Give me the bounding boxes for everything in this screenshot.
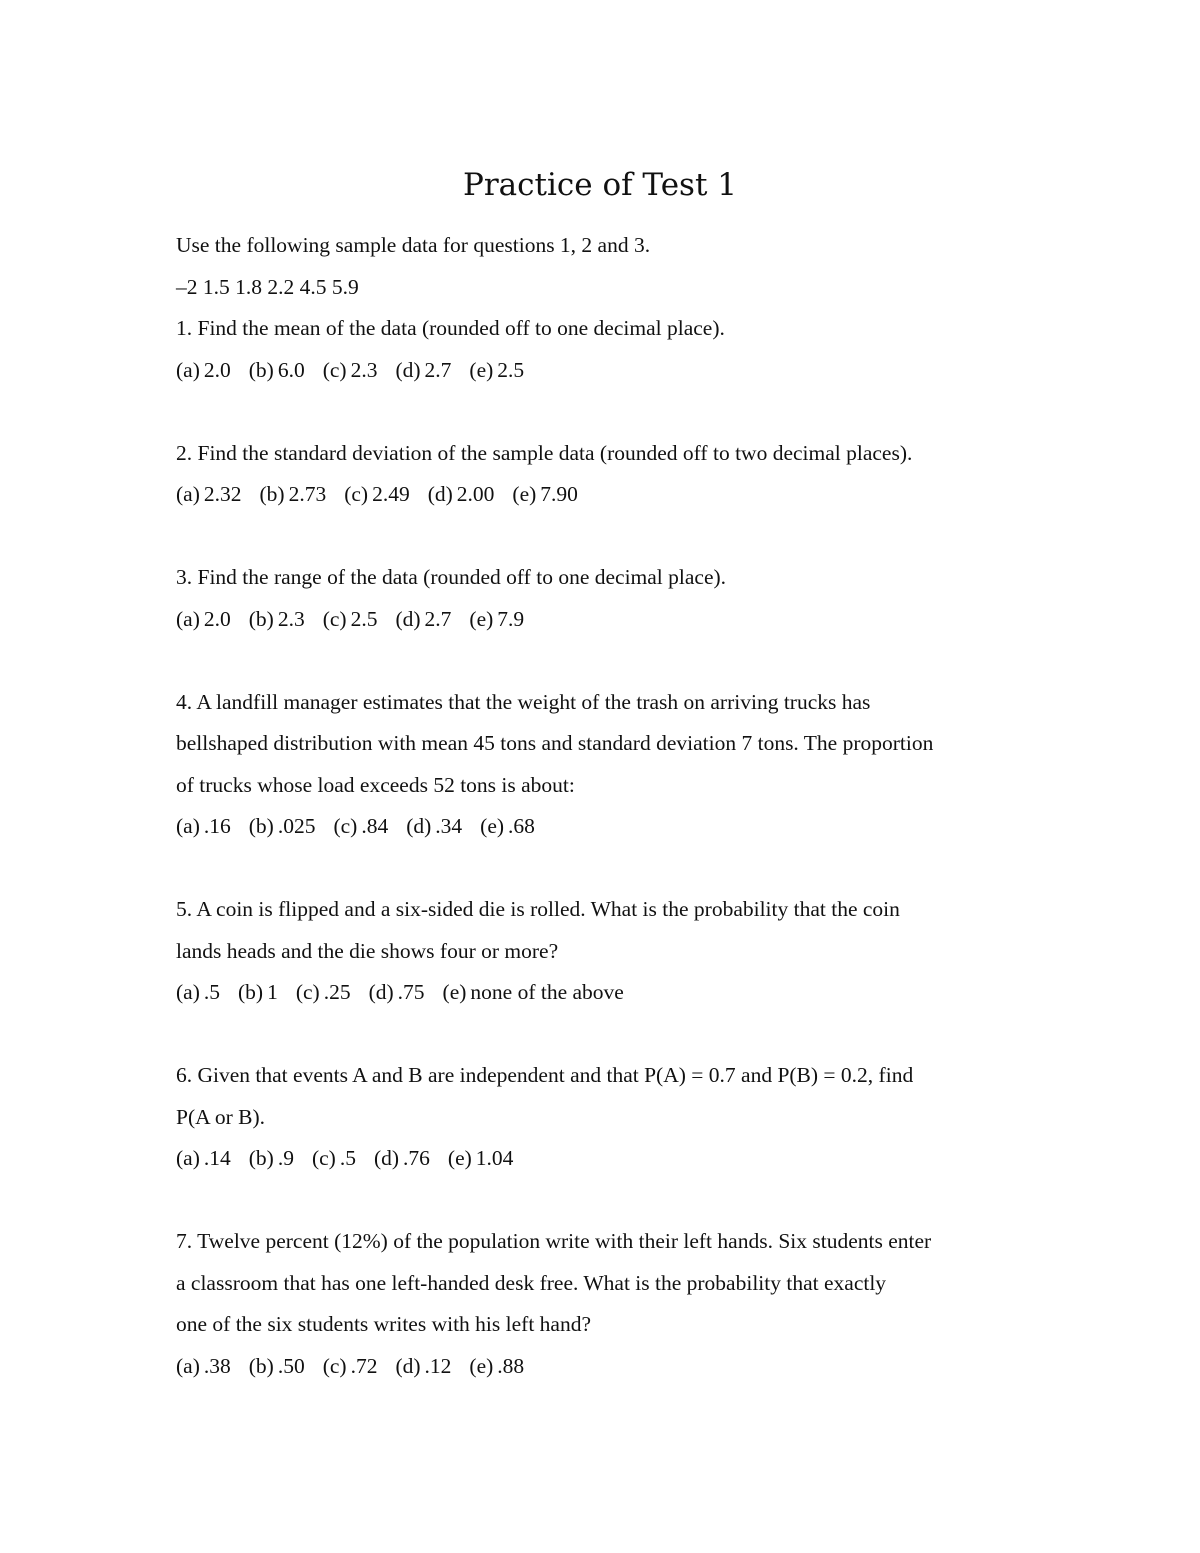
choice-label: (b) xyxy=(248,606,274,631)
answer-choice xyxy=(176,806,231,848)
answer-choices xyxy=(176,1346,1076,1388)
choice-label: (b) xyxy=(248,1353,274,1378)
answer-choices xyxy=(176,350,1076,392)
answer-choice xyxy=(469,1346,524,1388)
answer-choice xyxy=(323,599,378,641)
choice-value: 1.04 xyxy=(475,1146,514,1170)
choice-label: (c) xyxy=(295,980,320,1004)
choice-value: 2.00 xyxy=(456,482,495,506)
choice-label: (d) xyxy=(373,1146,400,1170)
answer-choice xyxy=(480,806,535,848)
choice-label: (c) xyxy=(344,482,369,506)
answer-choice xyxy=(374,1138,430,1180)
answer-choice xyxy=(448,1138,514,1180)
question-5 xyxy=(176,889,1076,1014)
choice-value: 2.7 xyxy=(424,606,452,631)
choice-value: 1 xyxy=(267,980,278,1004)
choice-value: .76 xyxy=(403,1146,430,1170)
answer-choice xyxy=(249,1138,294,1180)
choice-value: .25 xyxy=(323,980,351,1004)
question-text: 7. Twelve percent (12%) of the population write with their left hands. Six students enter xyxy=(176,1229,932,1253)
question-list xyxy=(176,308,1076,1387)
answer-choice xyxy=(323,350,378,392)
question-text: 4. A landfill manager estimates that the weight of the trash on arriving trucks has xyxy=(176,689,871,714)
answer-choice xyxy=(176,1346,231,1388)
choice-value: .5 xyxy=(339,1146,356,1170)
choice-value: 2.3 xyxy=(350,357,378,382)
choice-value: 2.3 xyxy=(277,606,305,631)
answer-choice xyxy=(443,972,624,1014)
answer-choice xyxy=(428,474,495,516)
question-4 xyxy=(176,682,1076,848)
choice-value: .5 xyxy=(203,980,220,1004)
answer-choice xyxy=(249,806,316,848)
answer-choice xyxy=(249,1346,305,1388)
choice-value: 2.0 xyxy=(203,606,231,631)
choice-label: (e) xyxy=(469,1353,494,1378)
answer-choice xyxy=(469,350,524,392)
choice-value: 2.7 xyxy=(424,357,452,382)
choice-label: (e) xyxy=(469,357,494,382)
choice-value: .38 xyxy=(203,1353,231,1378)
answer-choice xyxy=(369,972,425,1014)
question-text: lands heads and the die shows four or more? xyxy=(176,938,559,963)
choice-label: (e) xyxy=(469,606,494,631)
choice-label: (a) xyxy=(176,814,200,838)
sample-data-line: –2 1.5 1.8 2.2 4.5 5.9 xyxy=(176,274,359,299)
answer-choice xyxy=(249,599,305,641)
choice-label: (e) xyxy=(447,1146,472,1170)
choice-label: (c) xyxy=(322,357,347,382)
answer-choice xyxy=(395,1346,451,1388)
choice-label: (e) xyxy=(442,980,467,1004)
choice-label: (b) xyxy=(238,980,264,1004)
answer-choice xyxy=(469,599,524,641)
choice-value: .9 xyxy=(277,1146,294,1170)
answer-choice xyxy=(406,806,462,848)
choice-label: (d) xyxy=(395,357,421,382)
choice-value: none of the above xyxy=(470,980,624,1004)
question-2 xyxy=(176,433,1076,516)
choice-value: .84 xyxy=(361,814,389,838)
choice-label: (e) xyxy=(480,814,505,838)
choice-value: 7.90 xyxy=(540,482,578,506)
choice-value: .14 xyxy=(203,1146,231,1170)
choice-label: (b) xyxy=(248,814,274,838)
choice-value: .025 xyxy=(277,814,316,838)
choice-label: (a) xyxy=(176,357,200,382)
choice-value: .72 xyxy=(350,1353,378,1378)
choice-label: (b) xyxy=(248,357,274,382)
choice-label: (a) xyxy=(176,1146,200,1170)
choice-value: .34 xyxy=(435,814,463,838)
answer-choice xyxy=(344,474,410,516)
question-7 xyxy=(176,1221,1076,1387)
answer-choice xyxy=(176,599,231,641)
choice-value: 6.0 xyxy=(277,357,305,382)
choice-value: .16 xyxy=(203,814,231,838)
answer-choice xyxy=(176,972,220,1014)
answer-choice xyxy=(176,1138,231,1180)
choice-value: 2.5 xyxy=(497,357,525,382)
choice-value: 2.32 xyxy=(203,482,242,506)
choice-value: .75 xyxy=(397,980,425,1004)
choice-value: 7.9 xyxy=(497,606,525,631)
choice-label: (a) xyxy=(176,606,200,631)
answer-choice xyxy=(312,1138,356,1180)
page-title: Practice of Test 1 xyxy=(462,166,737,203)
choice-value: 2.5 xyxy=(350,606,378,631)
choice-value: .50 xyxy=(277,1353,305,1378)
question-text: 5. A coin is flipped and a six-sided die is rolled. What is the probability that the coin xyxy=(176,897,900,921)
answer-choice xyxy=(512,474,578,516)
question-text: a classroom that has one left-handed desk free. What is the probability that exactly xyxy=(176,1270,887,1295)
choice-label: (a) xyxy=(176,482,200,506)
choice-label: (b) xyxy=(259,482,285,506)
question-3 xyxy=(176,557,1076,640)
choice-value: .68 xyxy=(508,814,535,838)
answer-choice xyxy=(260,474,327,516)
choice-label: (c) xyxy=(311,1146,336,1170)
answer-choices xyxy=(176,972,1076,1014)
choice-label: (a) xyxy=(176,980,200,1004)
answer-choices xyxy=(176,474,1076,516)
answer-choices xyxy=(176,1138,1076,1180)
answer-choice xyxy=(238,972,278,1014)
question-text: 6. Given that events A and B are independent and that P(A) = 0.7 and P(B) = 0.2, find xyxy=(176,1063,914,1087)
choice-label: (a) xyxy=(176,1353,200,1378)
choice-label: (c) xyxy=(333,814,358,838)
choice-label: (d) xyxy=(395,606,421,631)
answer-choice xyxy=(323,1346,378,1388)
choice-label: (c) xyxy=(322,1353,347,1378)
answer-choice xyxy=(176,474,242,516)
question-text: of trucks whose load exceeds 52 tons is about: xyxy=(176,772,575,797)
answer-choice xyxy=(176,350,231,392)
answer-choice xyxy=(249,350,305,392)
question-text: P(A or B). xyxy=(176,1104,265,1129)
answer-choice xyxy=(395,350,451,392)
question-text: 1. Find the mean of the data (rounded off to one decimal place). xyxy=(176,316,725,340)
choice-value: 2.49 xyxy=(372,482,410,506)
choice-value: 2.73 xyxy=(288,482,327,506)
answer-choice xyxy=(296,972,351,1014)
answer-choice xyxy=(395,599,451,641)
answer-choices xyxy=(176,599,1076,641)
question-text: bellshaped distribution with mean 45 tons and standard deviation 7 tons. The proportion xyxy=(176,731,934,755)
choice-value: 2.0 xyxy=(203,357,231,382)
choice-label: (d) xyxy=(368,980,394,1004)
choice-label: (c) xyxy=(322,606,347,631)
question-text: one of the six students writes with his left hand? xyxy=(176,1312,591,1336)
question-text: 3. Find the range of the data (rounded off to one decimal place). xyxy=(176,565,727,589)
document-body xyxy=(176,225,1076,1387)
intro-text: Use the following sample data for questions 1, 2 and 3. xyxy=(176,233,651,257)
choice-label: (d) xyxy=(406,814,432,838)
question-text: 2. Find the standard deviation of the sample data (rounded off to two decimal places). xyxy=(176,440,913,465)
choice-value: .88 xyxy=(497,1353,525,1378)
choice-label: (e) xyxy=(512,482,537,506)
answer-choice xyxy=(333,806,388,848)
choice-label: (d) xyxy=(395,1353,421,1378)
answer-choices xyxy=(176,806,1076,848)
question-6 xyxy=(176,1055,1076,1180)
question-1 xyxy=(176,308,1076,391)
choice-value: .12 xyxy=(424,1353,452,1378)
choice-label: (b) xyxy=(248,1146,274,1170)
choice-label: (d) xyxy=(427,482,453,506)
